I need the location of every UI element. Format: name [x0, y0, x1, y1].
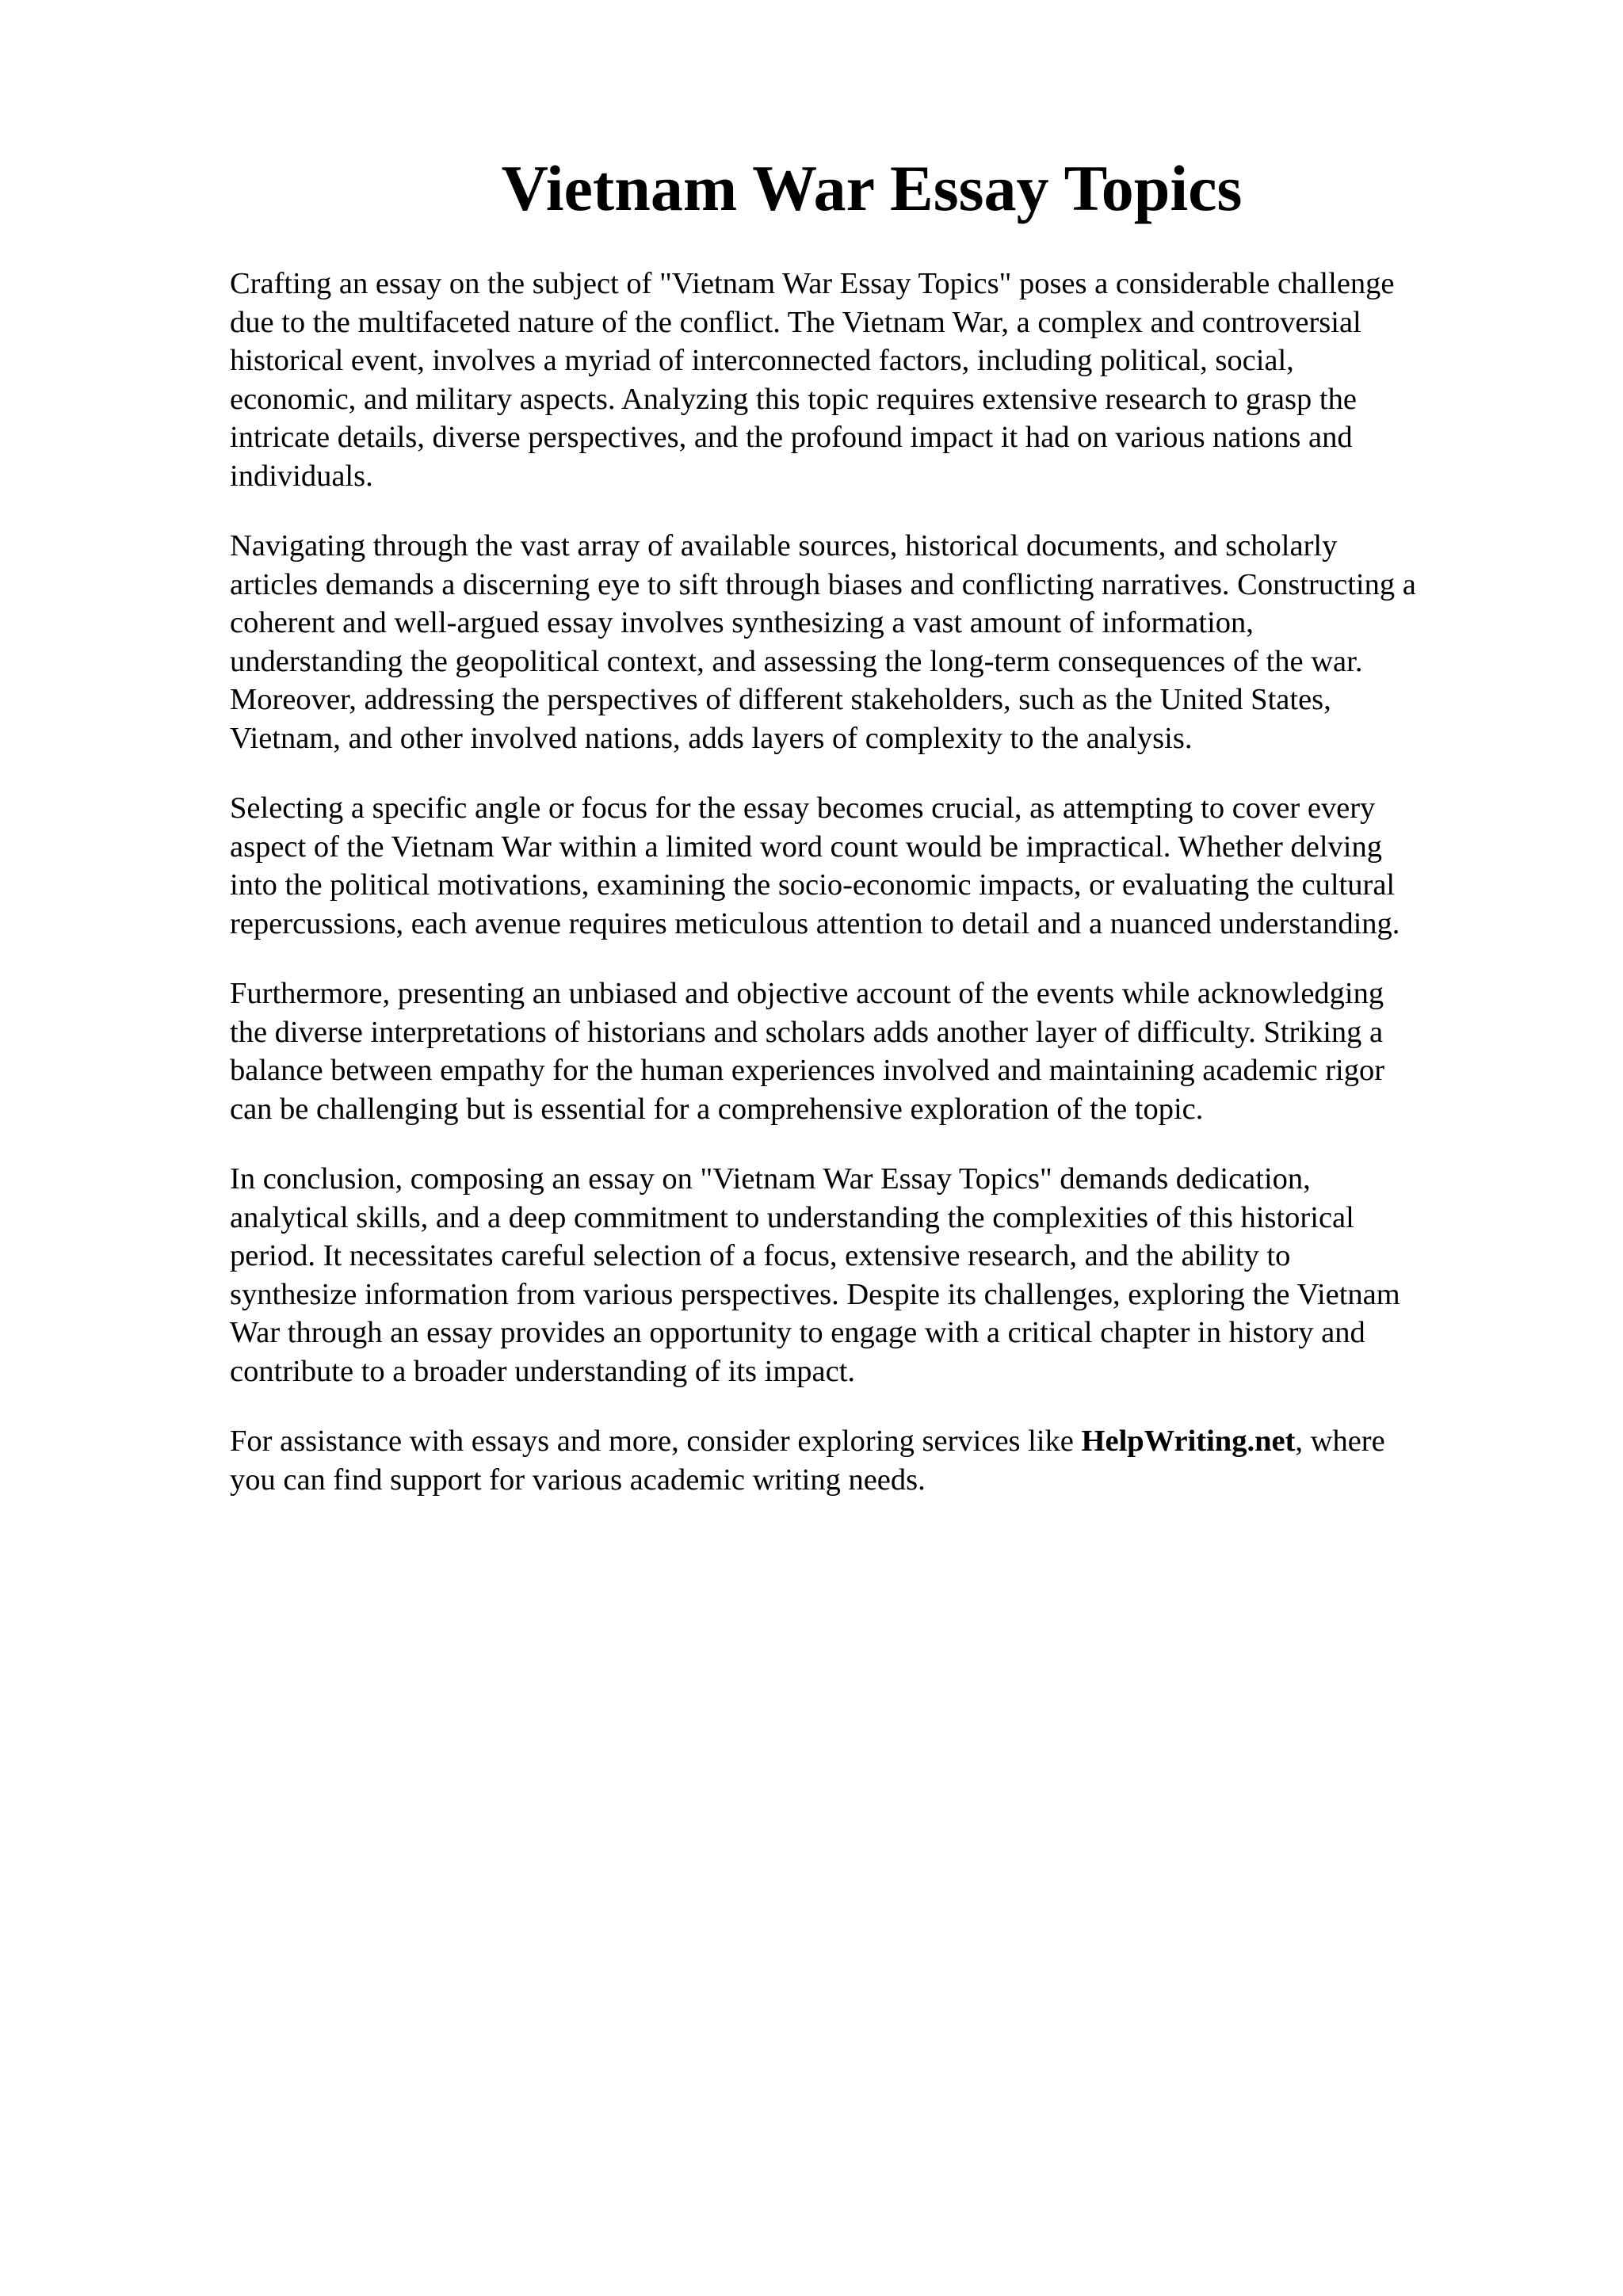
closing-text-before: For assistance with essays and more, consider exploring services like: [230, 1425, 1082, 1458]
paragraph-4: [230, 974, 1529, 1128]
text-line: Navigating through the vast array of available sources, historical documents, and scholarly: [230, 529, 1338, 563]
text-line: you can find support for various academic writing needs.: [230, 1463, 926, 1497]
text-line: can be challenging but is essential for a comprehensive exploration of the topic.: [230, 1092, 1204, 1126]
text-line: into the political motivations, examining the socio-economic impacts, or evaluating the cultural: [230, 868, 1396, 902]
paragraph-1: [230, 265, 1529, 495]
text-line: understanding the geopolitical context, and assessing the long-term consequences of the war.: [230, 644, 1363, 678]
text-line: due to the multifaceted nature of the conflict. The Vietnam War, a complex and controversial: [230, 305, 1361, 339]
text-line: balance between empathy for the human experiences involved and maintaining academic rigor: [230, 1054, 1385, 1087]
closing-paragraph: [230, 1422, 1529, 1499]
text-line: Furthermore, presenting an unbiased and objective account of the events while acknowledging: [230, 977, 1384, 1010]
text-line: intricate details, diverse perspectives, and the profound impact it had on various nations and: [230, 421, 1353, 454]
text-line: Vietnam, and other involved nations, adds layers of complexity to the analysis.: [230, 721, 1193, 755]
text-line: period. It necessitates careful selection of a focus, extensive research, and the ability to: [230, 1239, 1291, 1272]
text-line: contribute to a broader understanding of its impact.: [230, 1354, 856, 1388]
text-line: the diverse interpretations of historians and scholars adds another layer of difficulty. Striking a: [230, 1015, 1384, 1049]
text-line: synthesize information from various perspectives. Despite its challenges, exploring the Vietnam: [230, 1277, 1400, 1311]
text-line: analytical skills, and a deep commitment to understanding the complexities of this historical: [230, 1200, 1354, 1234]
text-line: economic, and military aspects. Analyzing this topic requires extensive research to grasp the: [230, 382, 1357, 416]
text-line: aspect of the Vietnam War within a limited word count would be impractical. Whether delving: [230, 830, 1382, 864]
text-line: repercussions, each avenue requires meticulous attention to detail and a nuanced understanding.: [230, 906, 1400, 940]
document-title: Vietnam War Essay Topics: [501, 152, 1243, 224]
text-line: historical event, involves a myriad of interconnected factors, including political, social,: [230, 344, 1294, 377]
paragraph-2: [230, 527, 1529, 757]
paragraph-5: [230, 1160, 1529, 1390]
text-line: In conclusion, composing an essay on "Vietnam War Essay Topics" demands dedication,: [230, 1162, 1311, 1196]
text-line: individuals.: [230, 459, 373, 493]
document-body: [230, 265, 1529, 1531]
text-line: coherent and well-argued essay involves synthesizing a vast amount of information,: [230, 606, 1254, 639]
text-line: Moreover, addressing the perspectives of different stakeholders, such as the United States,: [230, 683, 1331, 716]
text-line: [230, 1422, 1529, 1461]
paragraph-3: [230, 789, 1529, 943]
text-line: articles demands a discerning eye to sift through biases and conflicting narratives. Constructing a: [230, 567, 1416, 601]
text-line: Crafting an essay on the subject of "Vietnam War Essay Topics" poses a considerable challenge: [230, 267, 1395, 300]
closing-text-after: , where: [1295, 1425, 1385, 1458]
text-line: War through an essay provides an opportunity to engage with a critical chapter in history and: [230, 1316, 1365, 1349]
text-line: Selecting a specific angle or focus for the essay becomes crucial, as attempting to cover every: [230, 791, 1376, 825]
helpwriting-brand-name: HelpWriting.net: [1081, 1425, 1296, 1458]
